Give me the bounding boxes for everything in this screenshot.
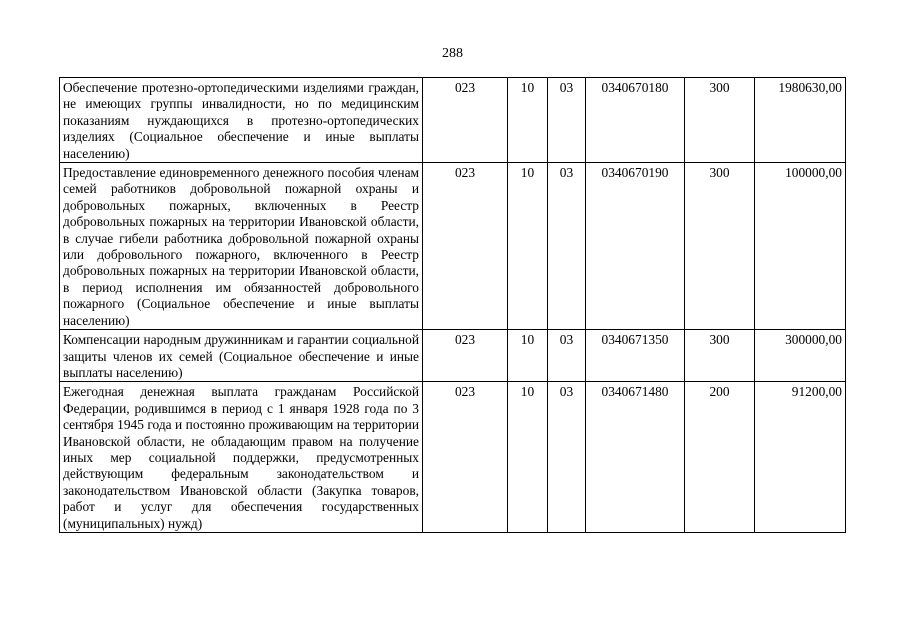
row-expense-type: 300 (685, 330, 755, 382)
row-description: Предоставление единовременного денежного пособия членам семей работников добровольной пожарной охраны и добровольных пожарных, включенных в Реестр добровольных пожарных на территории Ивановской области, в случае гибели работника добровольной пожарной охраны или добровольного пожарного, включенного в Реестр добровольных пожарных на территории Ивановской области, в период исполнения им обязанностей добровольного пожарного (Социальное обеспечение и иные выплаты населению) (60, 163, 423, 330)
row-sum: 300000,00 (755, 330, 846, 382)
row-subsection: 03 (548, 330, 586, 382)
row-section: 10 (508, 78, 548, 163)
row-section: 10 (508, 330, 548, 382)
row-subsection: 03 (548, 382, 586, 533)
row-sum: 100000,00 (755, 163, 846, 330)
row-sum: 91200,00 (755, 382, 846, 533)
row-description: Компенсации народным дружинникам и гарантии социальной защиты членов их семей (Социальное обеспечение и иные выплаты населению) (60, 330, 423, 382)
row-ved: 023 (423, 78, 508, 163)
row-ved: 023 (423, 382, 508, 533)
row-description: Обеспечение протезно-ортопедическими изделиями граждан, не имеющих группы инвалидности, но по медицинским показаниям нуждающихся в протезно-ортопедических изделиях (Социальное обеспечение и иные выплаты населению) (60, 78, 423, 163)
row-ved: 023 (423, 163, 508, 330)
row-target-code: 0340670180 (586, 78, 685, 163)
row-section: 10 (508, 163, 548, 330)
row-ved: 023 (423, 330, 508, 382)
budget-table (59, 77, 846, 533)
row-expense-type: 300 (685, 163, 755, 330)
row-subsection: 03 (548, 163, 586, 330)
row-section: 10 (508, 382, 548, 533)
row-expense-type: 300 (685, 78, 755, 163)
row-sum: 1980630,00 (755, 78, 846, 163)
row-target-code: 0340671350 (586, 330, 685, 382)
row-target-code: 0340670190 (586, 163, 685, 330)
table-row (60, 330, 846, 382)
page-number: 288 (442, 46, 463, 61)
row-subsection: 03 (548, 78, 586, 163)
row-description: Ежегодная денежная выплата гражданам Российской Федерации, родившимся в период с 1 января 1928 года по 3 сентября 1945 года и постоянно проживающим на территории Ивановской области, не обладающим правом на получение иных мер социальной поддержки, предусмотренных действующим федеральным законодательством и законодательством Ивановской области (Закупка товаров, работ и услуг для обеспечения государственных (муниципальных) нужд) (60, 382, 423, 533)
table-row (60, 78, 846, 163)
row-target-code: 0340671480 (586, 382, 685, 533)
row-expense-type: 200 (685, 382, 755, 533)
table-row (60, 163, 846, 330)
table-row (60, 382, 846, 533)
